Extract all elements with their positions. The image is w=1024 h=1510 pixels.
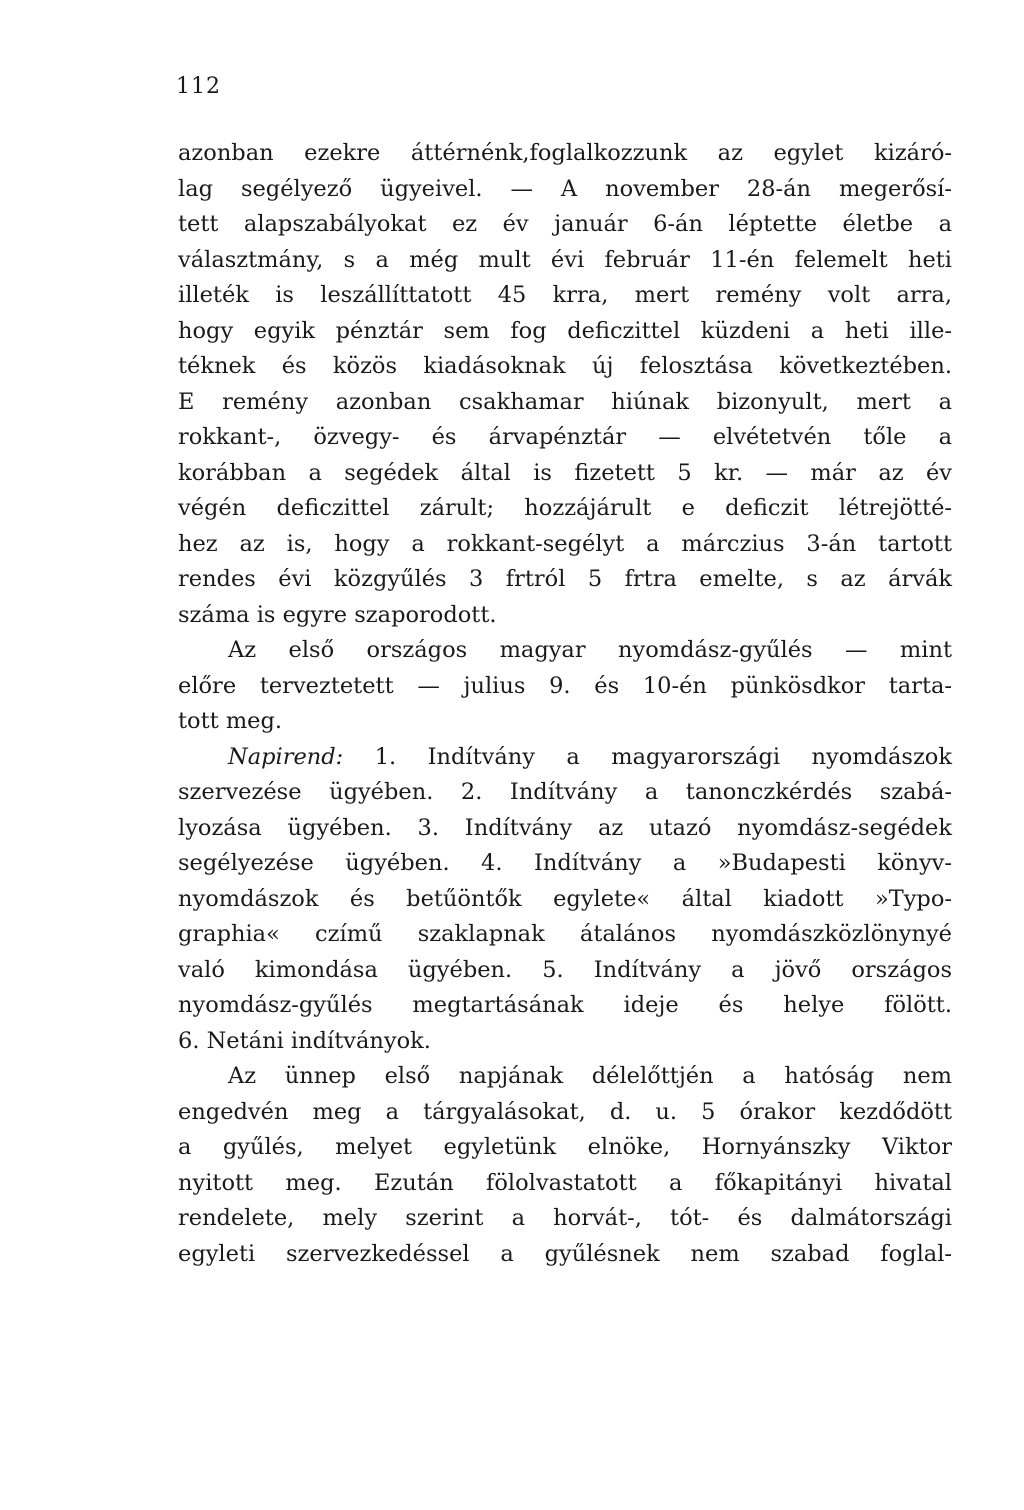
text-line-content: graphia« czímű szaklapnak átalános nyomdászközlönynyé <box>178 921 952 947</box>
text-line-content: téknek és közös kiadásoknak új felosztása következtében. <box>178 353 952 379</box>
page-number: 112 <box>176 74 221 99</box>
text-line <box>178 527 952 563</box>
text-line <box>178 953 952 989</box>
text-line <box>178 1237 952 1273</box>
text-line-content: Az első országos magyar nyomdász-gyűlés — mint <box>228 637 952 663</box>
text-line-content: lyozása ügyében. 3. Indítvány az utazó nyomdász-segédek <box>178 814 952 841</box>
text-line <box>178 633 952 669</box>
text-line <box>178 1024 952 1060</box>
text-line <box>178 1130 952 1166</box>
text-line <box>178 136 952 172</box>
text-line-content: szervezése ügyében. 2. Indítvány a tanonczkérdés szabá- <box>178 779 952 805</box>
text-line-content: E remény azonban csakhamar hiúnak bizonyult, mert a <box>178 388 952 415</box>
text-line <box>178 243 952 279</box>
text-line <box>178 278 952 314</box>
text-line-content: a gyűlés, melyet egyletünk elnöke, Hornyánszky Viktor <box>178 1134 952 1160</box>
text-line-content: engedvén meg a tárgyalásokat, d. u. 5 órakor kezdődött <box>178 1098 952 1125</box>
text-line <box>178 314 952 350</box>
text-line-content: korábban a segédek által is fizetett 5 kr. — már az év <box>178 459 952 486</box>
body-text <box>178 136 952 1272</box>
text-line <box>178 1095 952 1131</box>
text-line-content: 1. Indítvány a magyarországi nyomdászok <box>343 743 952 770</box>
text-line-content: segélyezése ügyében. 4. Indítvány a »Budapesti könyv- <box>178 850 952 876</box>
text-line <box>178 882 952 918</box>
text-line-content: nyomdász-gyűlés megtartásának ideje és helye fölött. <box>178 992 952 1018</box>
text-line-content: rendes évi közgyűlés 3 frtról 5 frtra emelte, s az árvák <box>178 566 952 592</box>
text-line <box>178 349 952 385</box>
text-line-content: nyitott meg. Ezután fölolvastatott a főkapitányi hivatal <box>178 1169 952 1196</box>
text-line-content: hez az is, hogy a rokkant-segélyt a márczius 3-án tartott <box>178 530 952 557</box>
text-line <box>178 704 952 740</box>
text-line-content: nyomdászok és betűöntők egylete« által kiadott »Typo- <box>178 885 952 912</box>
text-line-content: hogy egyik pénztár sem fog deficzittel küzdeni a heti ille- <box>178 317 952 344</box>
text-line-content: lag segélyező ügyeivel. — A november 28-án megerősí- <box>178 175 952 202</box>
text-line-content: 6. Netáni indítványok. <box>178 1027 431 1054</box>
text-line <box>178 172 952 208</box>
text-line-content: rendelete, mely szerint a horvát-, tót- és dalmátországi <box>178 1205 952 1231</box>
text-line-content: tett alapszabályokat ez év január 6-án léptette életbe a <box>178 211 952 237</box>
text-line-content: száma is egyre szaporodott. <box>178 601 497 628</box>
text-line <box>178 420 952 456</box>
text-line <box>178 1201 952 1237</box>
text-line <box>178 846 952 882</box>
text-line-content: azonban ezekre áttérnénk,foglalkozzunk az egylet kizáró- <box>178 140 952 166</box>
agenda-label: Napirend: <box>228 743 344 770</box>
text-line-content: illeték is leszállíttatott 45 krra, mert remény volt arra, <box>178 282 952 308</box>
text-line-content: végén deficzittel zárult; hozzájárult e deficzit létrejötté- <box>178 495 952 521</box>
text-line <box>178 669 952 705</box>
text-line <box>178 740 952 776</box>
text-line-content: egyleti szervezkedéssel a gyűlésnek nem szabad foglal- <box>178 1240 952 1267</box>
text-line <box>178 1059 952 1095</box>
text-line-content: rokkant-, özvegy- és árvapénztár — elvétetvén tőle a <box>178 424 952 450</box>
text-line <box>178 775 952 811</box>
text-line <box>178 811 952 847</box>
text-line-content: választmány, s a még mult évi február 11-én felemelt heti <box>178 246 952 273</box>
text-line-content: Az ünnep első napjának délelőttjén a hatóság nem <box>228 1063 952 1089</box>
text-line <box>178 917 952 953</box>
text-line <box>178 1166 952 1202</box>
text-line <box>178 456 952 492</box>
text-line <box>178 988 952 1024</box>
text-line <box>178 598 952 634</box>
text-line-content: tott meg. <box>178 708 283 734</box>
text-line <box>178 385 952 421</box>
text-line-content: előre terveztetett — julius 9. és 10-én pünkösdkor tarta- <box>178 672 952 699</box>
text-line-content: való kimondása ügyében. 5. Indítvány a jövő országos <box>178 956 952 983</box>
text-line <box>178 562 952 598</box>
text-line <box>178 207 952 243</box>
text-line <box>178 491 952 527</box>
